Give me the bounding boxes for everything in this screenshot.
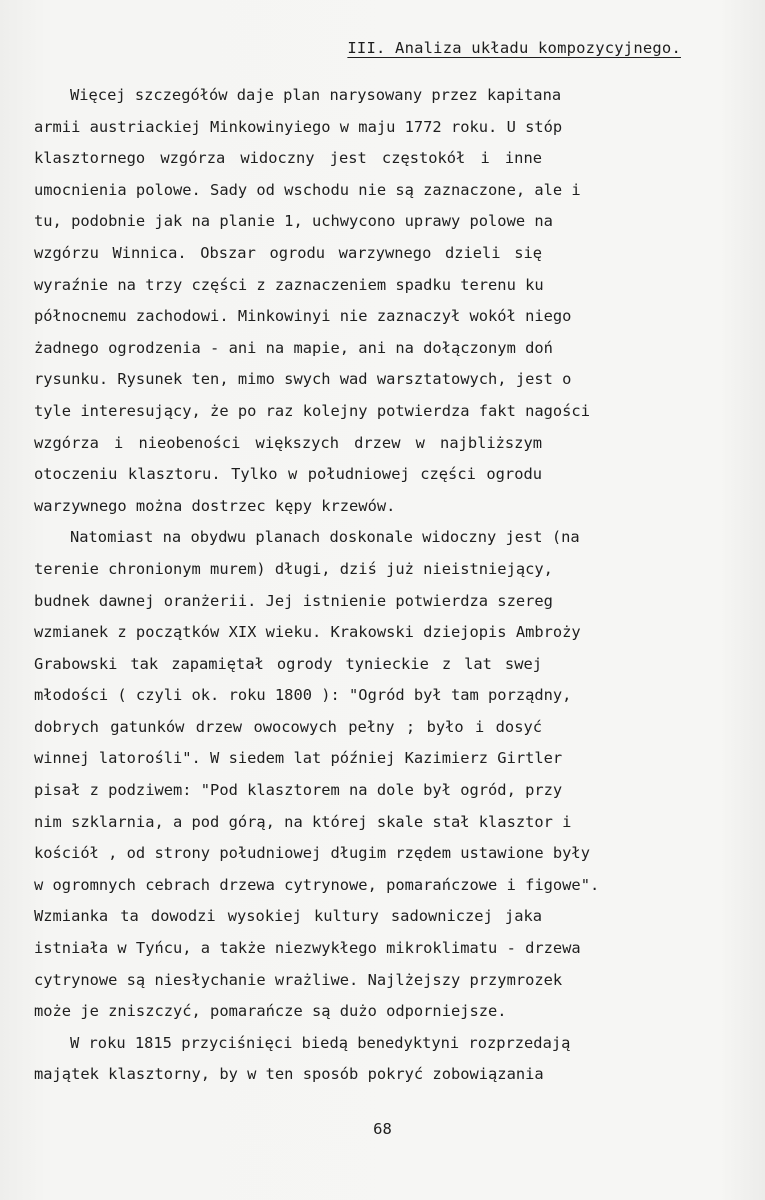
text-line: pisał z podziwem: "Pod klasztorem na dole był ogród, przy	[34, 781, 563, 800]
text-line: Grabowski tak zapamiętał ogrody tynieckie z lat swej	[34, 654, 542, 673]
text-line: żadnego ogrodzenia - ani na mapie, ani na dołączonym doń	[34, 338, 553, 357]
running-header: III. Analiza układu kompozycyjnego.	[347, 39, 681, 57]
text-line: wzmianek z początków XIX wieku. Krakowski dziejopis Ambroży	[34, 623, 581, 642]
text-line: istniała w Tyńcu, a także niezwykłego mikroklimatu - drzewa	[34, 939, 581, 958]
body-text	[34, 80, 600, 1091]
text-line: wyraźnie na trzy części z zaznaczeniem spadku terenu ku	[34, 275, 544, 294]
text-line: winnej latorośli". W siedem lat później Kazimierz Girtler	[34, 749, 563, 768]
text-line: Więcej szczegółów daje plan narysowany przez kapitana	[70, 86, 562, 104]
text-line: północnemu zachodowi. Minkowinyi nie zaznaczył wokół niego	[34, 307, 572, 326]
text-line: rysunku. Rysunek ten, mimo swych wad warsztatowych, jest o	[34, 370, 572, 389]
paragraph-2	[34, 522, 600, 1028]
text-line: w ogromnych cebrach drzewa cytrynowe, pomarańczowe i figowe".	[34, 875, 600, 894]
text-line: kościół , od strony południowej długim rzędem ustawione były	[34, 844, 590, 863]
text-line: dobrych gatunków drzew owocowych pełny ; było i dosyć	[34, 717, 542, 736]
page-number: 68	[373, 1120, 392, 1138]
text-line: warzywnego można dostrzec kępy krzewów.	[34, 496, 396, 515]
text-line: terenie chronionym murem) długi, dziś już nieistniejący,	[34, 559, 553, 578]
text-line: umocnienia polowe. Sady od wschodu nie są zaznaczone, ale i	[34, 180, 581, 199]
text-line: może je zniszczyć, pomarańcze są dużo odporniejsze.	[34, 1002, 507, 1021]
text-line: majątek klasztorny, by w ten sposób pokryć zobowiązania	[34, 1065, 544, 1084]
text-line: W roku 1815 przyciśnięci biedą benedyktyni rozprzedają	[70, 1033, 571, 1052]
paragraph-3	[34, 1028, 571, 1091]
text-line: tu, podobnie jak na planie 1, uchwycono uprawy polowe na	[34, 212, 553, 231]
text-line: tyle interesujący, że po raz kolejny potwierdza fakt nagości	[34, 401, 590, 420]
text-line: otoczeniu klasztoru. Tylko w południowej części ogrodu	[34, 465, 542, 484]
text-line: młodości ( czyli ok. roku 1800 ): "Ogród był tam porządny,	[34, 686, 572, 705]
text-line: Wzmianka ta dowodzi wysokiej kultury sadowniczej jaka	[34, 907, 542, 926]
text-line: nim szklarnia, a pod górą, na której skale stał klasztor i	[34, 812, 572, 831]
text-line: wzgórzu Winnica. Obszar ogrodu warzywnego dzieli się	[34, 243, 542, 262]
paragraph-1	[34, 80, 590, 522]
text-line: klasztornego wzgórza widoczny jest częstokół i inne	[34, 149, 542, 168]
text-line: cytrynowe są niesłychanie wrażliwe. Najlżejszy przymrozek	[34, 970, 563, 989]
text-line: wzgórza i nieobeności większych drzew w najbliższym	[34, 433, 542, 452]
text-line: Natomiast na obydwu planach doskonale widoczny jest (na	[70, 528, 580, 547]
text-line: budnek dawnej oranżerii. Jej istnienie potwierdza szereg	[34, 591, 553, 610]
text-line: armii austriackiej Minkowinyiego w maju 1772 roku. U stóp	[34, 117, 563, 136]
